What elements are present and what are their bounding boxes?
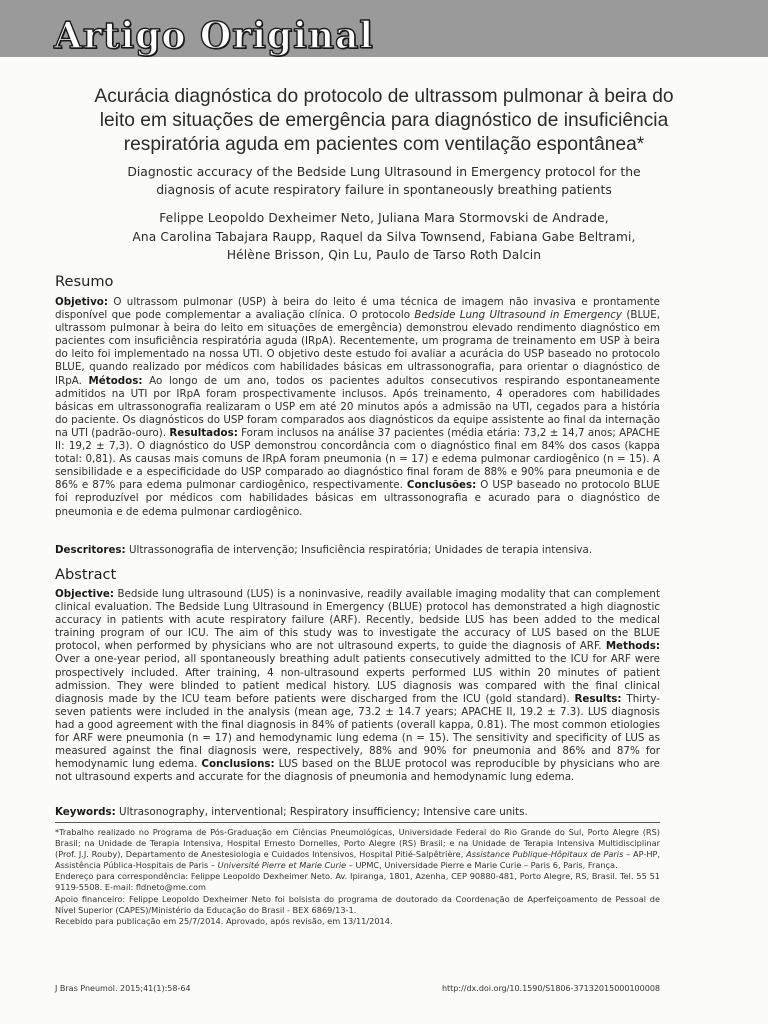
abstract-text <box>55 588 660 784</box>
title-en-line: diagnosis of acute respiratory failure in spontaneously breathing patients <box>156 182 612 197</box>
affiliation-italic: Assistance Publique-Hôpitaux de Paris <box>466 849 624 860</box>
keywords-text: Ultrasonography, interventional; Respiratory insufficiency; Intensive care units. <box>115 806 528 818</box>
authors-line: Ana Carolina Tabajara Raupp, Raquel da Silva Townsend, Fabiana Gabe Beltrami, <box>132 229 636 244</box>
doi-link[interactable]: http://dx.doi.org/10.1590/S1806-37132015000100008 <box>441 984 660 993</box>
resumo-heading: Resumo <box>55 273 114 290</box>
article-title-english <box>60 163 708 199</box>
keywords-label: Keywords: <box>55 806 116 818</box>
keywords <box>55 806 660 819</box>
results-text: Thirty-seven patients were included in the analysis (mean age, 73.2 ± 14.7 years; APACHE II, 19.2 ± 7.3). LUS diagnosis had a good agreement with the final diagnosis in 84% of patients (overall kappa, 0.81). The most common etiologies for ARF were pneumonia (n = 17) and hemodynamic lung edema (n = 15). The sensitivity and specificity of LUS as measured against the final diagnosis were, respectively, 88% and 90% for pneumonia and 86% and 87% for hemodynamic lung edema. <box>55 692 660 771</box>
objetivo-text: O ultrassom pulmonar (USP) à beira do leito é uma técnica de imagem não invasiva e prontamente disponível que pode complementar a avaliação clínica. O protocolo <box>55 296 660 322</box>
descritores-label: Descritores: <box>55 544 126 556</box>
conclusions-label: Conclusions: <box>201 758 275 771</box>
title-pt-line: leito em situações de emergência para diagnóstico de insuficiência <box>99 110 669 131</box>
metodos-label: Métodos: <box>88 374 143 387</box>
resultados-text: Foram inclusos na análise 37 pacientes (média etária: 73,2 ± 14,7 anos; APACHE II: 19,2 ± 7,3). O diagnóstico do USP demonstrou concordância com o diagnóstico final em 84% dos casos (kappa total: 0,81). As causas mais comuns de IRpA foram pneumonia (n = 17) e edema pulmonar cardiogênico (n = 15). A sensibilidade e a especificidade do USP comparado ao diagnóstico final foram de 88% e 90% para pneumonia e de 86% e 87% para edema pulmonar cardiogênico, respectivamente. <box>55 426 661 492</box>
author-list <box>40 209 728 265</box>
objetivo-text-cont: (BLUE, ultrassom pulmonar à beira do leito em situações de emergência) demonstrou elevado rendimento diagnóstico em pacientes com insuficiência respiratória aguda (IRpA). Recentemente, um programa de treinamento em USP à beira do leito foi implementado na nossa UTI. O objetivo deste estudo foi avaliar a acurácia do USP baseado no protocolo BLUE, quando realizado por médicos com habilidades básicas em ultrassonografia, para orientar o diagnóstico de IRpA. <box>55 309 660 387</box>
objetivo-protocol-name: Bedside Lung Ultrasound in Emergency <box>414 309 623 322</box>
conclusoes-text: O USP baseado no protocolo BLUE foi reproduzível por médicos com habilidades básicas em ultrassonografia e acurado para o diagnóstico de pneumonia e de edema pulmonar cardiogênico. <box>55 479 660 518</box>
resultados-label: Resultados: <box>169 426 238 439</box>
footnotes <box>55 827 660 927</box>
descritores-text: Ultrassonografia de intervenção; Insuficiência respiratória; Unidades de terapia intensiva. <box>125 544 593 556</box>
results-label: Results: <box>574 692 622 705</box>
affiliation-note <box>55 827 660 871</box>
title-pt-line: respiratória aguda em pacientes com ventilação espontânea* <box>123 134 645 155</box>
received-note: Recebido para publicação em 25/7/2014. Aprovado, após revisão, em 13/11/2014. <box>55 915 393 926</box>
conclusions-text: LUS based on the BLUE protocol was reproducible by physicians who are not ultrasound experts and accurate for the diagnosis of pneumonia and hemodynamic lung edema. <box>55 758 661 784</box>
descritores <box>55 544 660 557</box>
authors-line: Hélène Brisson, Qin Lu, Paulo de Tarso Roth Dalcin <box>226 248 542 262</box>
affiliation-text: – UPMC, Universidade Pierre e Marie Curie – Paris 6, Paris, França. <box>346 860 618 871</box>
journal-citation: J Bras Pneumol. 2015;41(1):58-64 <box>55 984 191 993</box>
objective-text: Bedside lung ultrasound (LUS) is a noninvasive, readily available imaging modality that can complement clinical evaluation. The Bedside Lung Ultrasound in Emergency (BLUE) protocol has demonstrated a high diagnostic accuracy in patients with acute respiratory failure (ARF). Recently, bedside LUS has been added to the medical training program of our ICU. The aim of this study was to investigate the accuracy of LUS based on the BLUE protocol, when performed by physicians who are not ultrasound experts, to guide the diagnosis of ARF. <box>55 588 660 653</box>
affiliation-text: – AP-HP, Assistência Pública-Hospitais de Paris – <box>55 849 661 871</box>
resumo-text <box>55 296 660 519</box>
article-title-portuguese <box>40 85 728 157</box>
affiliation-text: *Trabalho realizado no Programa de Pós-Graduação em Ciências Pneumológicas, Universidade Federal do Rio Grande do Sul, Porto Alegre (RS) Brasil; na Unidade de Terapia Intensiva, Hospital Ernesto Dornelles, Porto Alegre (RS) Brasil; e na Unidade de Terapia Intensiva Multidisciplinar (Prof. J.J. Rouby), Departamento de Anestesiologia e Cuidados Intensivos, Hospital Pitié-Salpêtrière, <box>55 827 660 860</box>
conclusoes-label: Conclusões: <box>406 479 477 492</box>
affiliation-italic: Université Pierre et Marie Curie <box>217 860 347 871</box>
authors-line: Felippe Leopoldo Dexheimer Neto, Juliana Mara Stormovski de Andrade, <box>159 211 609 225</box>
methods-label: Methods: <box>605 640 660 653</box>
funding-note: Apoio financeiro: Felippe Leopoldo Dexheimer Neto foi bolsista do programa de doutorado da Coordenação de Aperfeiçoamento de Pessoal de Nível Superior (CAPES)/Ministério da Educação do Brasil - BEX 6869/13-1. <box>55 893 660 915</box>
title-pt-line: Acurácia diagnóstica do protocolo de ultrassom pulmonar à beira do <box>94 86 674 107</box>
methods-text: Over a one-year period, all spontaneously breathing adult patients consecutively admitted to the ICU for ARF were prospectively included. After training, 4 non-ultrasound experts performed LUS within 20 minutes of patient admission. They were blinded to patient medical history. LUS diagnosis was compared with the final clinical diagnosis made by the ICU team before patients were discharged from the ICU (gold standard). <box>55 653 660 705</box>
footnote-divider <box>55 822 660 823</box>
title-en-line: Diagnostic accuracy of the Bedside Lung Ultrasound in Emergency protocol for the <box>127 164 641 179</box>
metodos-text: Ao longo de um ano, todos os pacientes adultos consecutivos respirando espontaneamente admitidos na UTI por IRpA foram prospectivamente inclusos. Após treinamento, 4 operadores com habilidades básicas em ultrassonografia realizaram o USP em até 20 minutos após a admissão na UTI, cegados para a história do paciente. Os diagnósticos do USP foram comparados aos diagnósticos da equipe assistente ao final da internação na UTI (padrão-ouro). <box>55 374 660 439</box>
section-label: Artigo Original <box>54 15 374 57</box>
objective-label: Objective: <box>55 588 115 600</box>
correspondence-note: Endereço para correspondência: Felippe Leopoldo Dexheimer Neto. Av. Ipiranga, 1801, Azenha, CEP 90880-481, Porto Alegre, RS, Brasil. Tel. 55 51 9119-5508. E-mail: fldneto@me.com <box>55 871 660 893</box>
abstract-heading: Abstract <box>55 566 117 583</box>
objetivo-label: Objetivo: <box>55 296 108 308</box>
